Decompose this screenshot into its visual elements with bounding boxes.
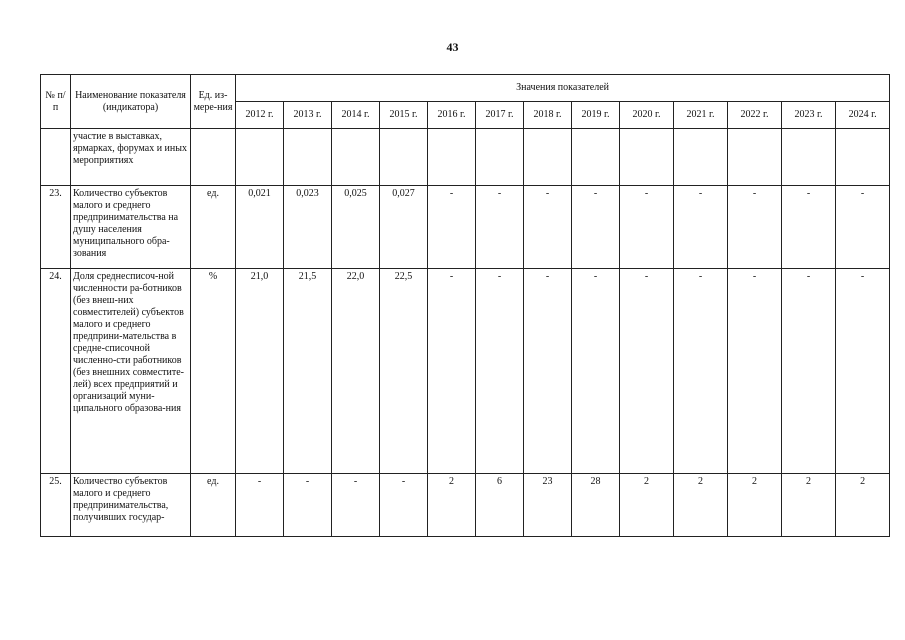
value-cell bbox=[476, 129, 524, 186]
unit-cell: ед. bbox=[191, 186, 236, 269]
value-cell: - bbox=[620, 186, 674, 269]
header-year: 2012 г. bbox=[236, 102, 284, 129]
value-cell: - bbox=[524, 186, 572, 269]
header-year: 2019 г. bbox=[572, 102, 620, 129]
value-cell: 21,0 bbox=[236, 269, 284, 474]
value-cell: 6 bbox=[476, 474, 524, 537]
value-cell: - bbox=[674, 269, 728, 474]
indicator-name: Доля среднесписоч-ной численности ра-ботников (без внеш-них совместителей) субъектов малого и среднего предприни-мательства в средне-списочной численно-сти работников (без внешних совместите-лей) всех предприятий и организаций муни-ципального образова-ния bbox=[71, 269, 191, 474]
value-cell: 22,0 bbox=[332, 269, 380, 474]
header-year: 2023 г. bbox=[782, 102, 836, 129]
value-cell bbox=[728, 129, 782, 186]
indicator-name: Количество субъектов малого и среднего предпринимательства на душу населения муниципального обра-зования bbox=[71, 186, 191, 269]
value-cell: 21,5 bbox=[284, 269, 332, 474]
value-cell bbox=[236, 129, 284, 186]
value-cell: 22,5 bbox=[380, 269, 428, 474]
value-cell: 2 bbox=[782, 474, 836, 537]
value-cell: - bbox=[524, 269, 572, 474]
value-cell: 0,025 bbox=[332, 186, 380, 269]
value-cell: - bbox=[782, 186, 836, 269]
indicator-name: участие в выставках, ярмарках, форумах и иных мероприятиях bbox=[71, 129, 191, 186]
value-cell: 28 bbox=[572, 474, 620, 537]
row-number bbox=[41, 129, 71, 186]
value-cell: 2 bbox=[836, 474, 890, 537]
header-year: 2013 г. bbox=[284, 102, 332, 129]
unit-cell bbox=[191, 129, 236, 186]
header-year: 2018 г. bbox=[524, 102, 572, 129]
header-year: 2021 г. bbox=[674, 102, 728, 129]
value-cell bbox=[524, 129, 572, 186]
value-cell: - bbox=[620, 269, 674, 474]
value-cell: - bbox=[836, 186, 890, 269]
header-year: 2016 г. bbox=[428, 102, 476, 129]
value-cell: 2 bbox=[620, 474, 674, 537]
value-cell: - bbox=[572, 186, 620, 269]
header-name: Наименование показателя (индикатора) bbox=[71, 75, 191, 129]
value-cell: - bbox=[380, 474, 428, 537]
table-row bbox=[41, 186, 890, 269]
value-cell bbox=[380, 129, 428, 186]
value-cell bbox=[284, 129, 332, 186]
row-number: 23. bbox=[41, 186, 71, 269]
value-cell: 0,021 bbox=[236, 186, 284, 269]
header-year: 2015 г. bbox=[380, 102, 428, 129]
value-cell: - bbox=[782, 269, 836, 474]
value-cell: 2 bbox=[674, 474, 728, 537]
value-cell: 2 bbox=[728, 474, 782, 537]
value-cell: - bbox=[428, 186, 476, 269]
value-cell: - bbox=[476, 186, 524, 269]
value-cell: - bbox=[728, 269, 782, 474]
value-cell bbox=[428, 129, 476, 186]
value-cell bbox=[572, 129, 620, 186]
value-cell: - bbox=[284, 474, 332, 537]
value-cell: - bbox=[236, 474, 284, 537]
header-values-group: Значения показателей bbox=[236, 75, 890, 102]
table-row bbox=[41, 129, 890, 186]
header-year: 2024 г. bbox=[836, 102, 890, 129]
indicators-table bbox=[40, 74, 890, 537]
table-row bbox=[41, 269, 890, 474]
page-number: 43 bbox=[446, 40, 459, 54]
row-number: 24. bbox=[41, 269, 71, 474]
value-cell bbox=[674, 129, 728, 186]
value-cell: - bbox=[332, 474, 380, 537]
value-cell bbox=[332, 129, 380, 186]
value-cell bbox=[836, 129, 890, 186]
value-cell bbox=[620, 129, 674, 186]
value-cell: 23 bbox=[524, 474, 572, 537]
unit-cell: ед. bbox=[191, 474, 236, 537]
value-cell: - bbox=[476, 269, 524, 474]
value-cell: - bbox=[674, 186, 728, 269]
value-cell: 0,027 bbox=[380, 186, 428, 269]
header-year: 2014 г. bbox=[332, 102, 380, 129]
indicator-name: Количество субъектов малого и среднего предпринимательства, получивших государ- bbox=[71, 474, 191, 537]
row-number: 25. bbox=[41, 474, 71, 537]
header-unit: Ед. из-мере-ния bbox=[191, 75, 236, 129]
value-cell: 2 bbox=[428, 474, 476, 537]
unit-cell: % bbox=[191, 269, 236, 474]
header-year: 2022 г. bbox=[728, 102, 782, 129]
value-cell: - bbox=[728, 186, 782, 269]
header-year: 2017 г. bbox=[476, 102, 524, 129]
value-cell bbox=[782, 129, 836, 186]
value-cell: - bbox=[836, 269, 890, 474]
value-cell: - bbox=[572, 269, 620, 474]
header-num: № п/п bbox=[41, 75, 71, 129]
value-cell: - bbox=[428, 269, 476, 474]
table-row bbox=[41, 474, 890, 537]
header-year: 2020 г. bbox=[620, 102, 674, 129]
value-cell: 0,023 bbox=[284, 186, 332, 269]
